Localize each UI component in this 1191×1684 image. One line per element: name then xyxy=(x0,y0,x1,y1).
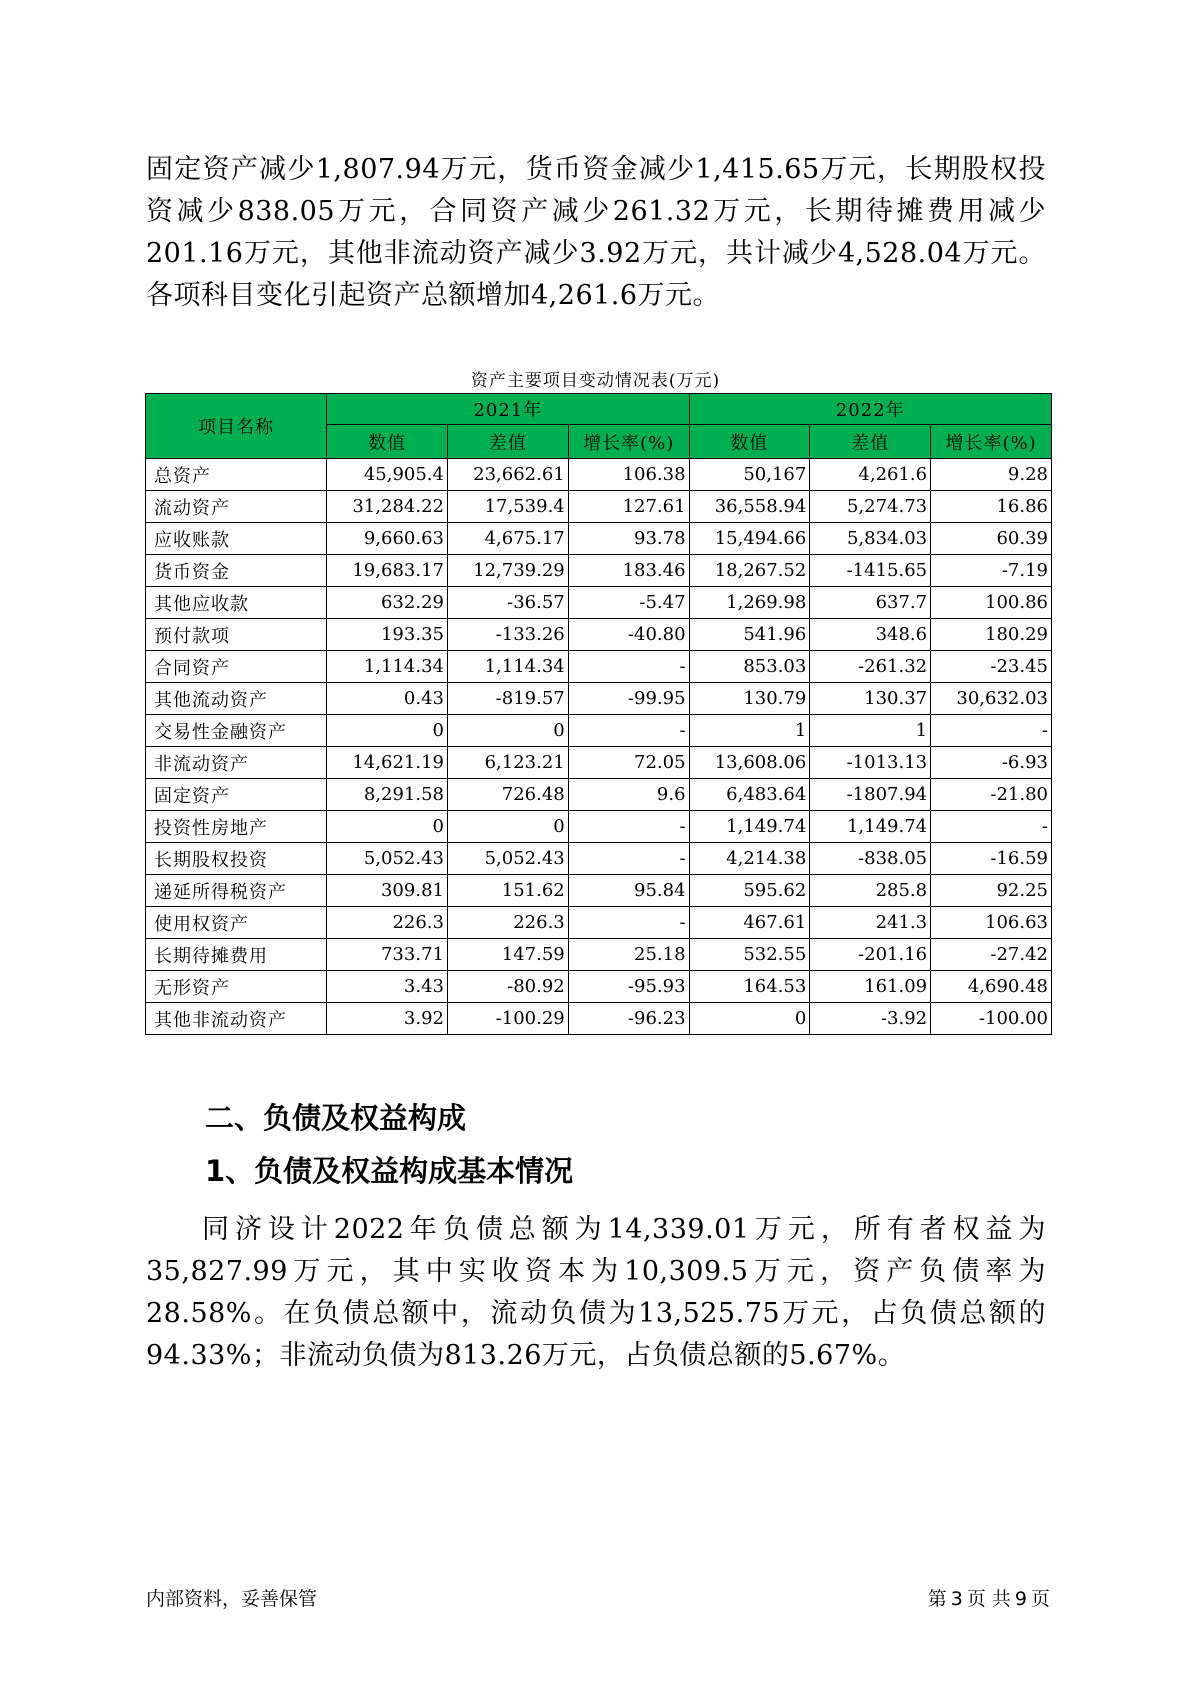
row-value-cell: 183.46 xyxy=(568,555,689,587)
row-value-cell: 4,214.38 xyxy=(689,843,810,875)
table-row xyxy=(146,907,1052,939)
table-row xyxy=(146,779,1052,811)
table-row xyxy=(146,587,1052,619)
paragraph-liabilities: 同济设计2022年负债总额为14,339.01万元，所有者权益为35,827.99万元，其中实收资本为10,309.5万元，资产负债率为28.58%。在负债总额中，流动负债为13,525.75万元，占负债总额的94.33%；非流动负债为813.26万元，占负债总额的5.67%。 xyxy=(146,1214,1046,1371)
row-item-name: 应收账款 xyxy=(146,523,327,555)
row-value-cell: -100.00 xyxy=(931,1003,1052,1035)
row-value-cell: 12,739.29 xyxy=(447,555,568,587)
row-value-cell: 1,114.34 xyxy=(327,651,448,683)
row-item-name: 长期股权投资 xyxy=(146,843,327,875)
header-growth-2021: 增长率(%) xyxy=(568,425,689,459)
row-value-cell: 4,690.48 xyxy=(931,971,1052,1003)
row-value-cell: -261.32 xyxy=(810,651,931,683)
row-value-cell: -819.57 xyxy=(447,683,568,715)
row-value-cell: -1013.13 xyxy=(810,747,931,779)
row-value-cell: 5,834.03 xyxy=(810,523,931,555)
table-row xyxy=(146,683,1052,715)
row-value-cell: 130.37 xyxy=(810,683,931,715)
row-item-name: 货币资金 xyxy=(146,555,327,587)
row-value-cell: -80.92 xyxy=(447,971,568,1003)
table-row xyxy=(146,651,1052,683)
header-value-2022: 数值 xyxy=(689,425,810,459)
page-mid: 页 共 xyxy=(966,1588,1011,1610)
row-value-cell: 226.3 xyxy=(447,907,568,939)
row-value-cell: -3.92 xyxy=(810,1003,931,1035)
header-value-2021: 数值 xyxy=(327,425,448,459)
row-value-cell: 9.28 xyxy=(931,459,1052,491)
row-value-cell: -838.05 xyxy=(810,843,931,875)
table-row xyxy=(146,619,1052,651)
row-value-cell: 467.61 xyxy=(689,907,810,939)
subsection-heading-basic-situation: 1、负债及权益构成基本情况 xyxy=(205,1154,574,1188)
row-value-cell: 164.53 xyxy=(689,971,810,1003)
row-value-cell: 1 xyxy=(810,715,931,747)
row-value-cell: 193.35 xyxy=(327,619,448,651)
row-item-name: 固定资产 xyxy=(146,779,327,811)
section-heading-liabilities-equity: 二、负债及权益构成 xyxy=(205,1101,467,1135)
row-value-cell: - xyxy=(568,651,689,683)
table-row xyxy=(146,523,1052,555)
row-value-cell: - xyxy=(568,907,689,939)
row-value-cell: 8,291.58 xyxy=(327,779,448,811)
row-value-cell: 36,558.94 xyxy=(689,491,810,523)
row-value-cell: 1,149.74 xyxy=(810,811,931,843)
row-value-cell: 4,675.17 xyxy=(447,523,568,555)
row-value-cell: 19,683.17 xyxy=(327,555,448,587)
table-row xyxy=(146,555,1052,587)
row-value-cell: -95.93 xyxy=(568,971,689,1003)
row-value-cell: 23,662.61 xyxy=(447,459,568,491)
row-value-cell: -40.80 xyxy=(568,619,689,651)
row-value-cell: 1,149.74 xyxy=(689,811,810,843)
row-value-cell: 6,123.21 xyxy=(447,747,568,779)
row-item-name: 长期待摊费用 xyxy=(146,939,327,971)
table-row xyxy=(146,747,1052,779)
row-value-cell: 31,284.22 xyxy=(327,491,448,523)
row-value-cell: 3.92 xyxy=(327,1003,448,1035)
row-value-cell: 0.43 xyxy=(327,683,448,715)
header-growth-2022: 增长率(%) xyxy=(931,425,1052,459)
footer-confidential-note: 内部资料，妥善保管 xyxy=(146,1588,318,1610)
row-value-cell: 853.03 xyxy=(689,651,810,683)
row-item-name: 总资产 xyxy=(146,459,327,491)
table-row xyxy=(146,875,1052,907)
row-value-cell: -27.42 xyxy=(931,939,1052,971)
asset-changes-table xyxy=(145,393,1052,1035)
row-item-name: 其他流动资产 xyxy=(146,683,327,715)
row-value-cell: -5.47 xyxy=(568,587,689,619)
table-row xyxy=(146,811,1052,843)
row-item-name: 交易性金融资产 xyxy=(146,715,327,747)
row-value-cell: 632.29 xyxy=(327,587,448,619)
row-value-cell: -6.93 xyxy=(931,747,1052,779)
row-value-cell: -1415.65 xyxy=(810,555,931,587)
row-value-cell: 60.39 xyxy=(931,523,1052,555)
row-value-cell: 241.3 xyxy=(810,907,931,939)
table-row xyxy=(146,843,1052,875)
row-value-cell: 15,494.66 xyxy=(689,523,810,555)
table-row xyxy=(146,459,1052,491)
row-value-cell: 0 xyxy=(327,715,448,747)
row-value-cell: 532.55 xyxy=(689,939,810,971)
row-value-cell: 93.78 xyxy=(568,523,689,555)
row-item-name: 预付款项 xyxy=(146,619,327,651)
row-value-cell: 733.71 xyxy=(327,939,448,971)
row-value-cell: 95.84 xyxy=(568,875,689,907)
row-value-cell: -96.23 xyxy=(568,1003,689,1035)
row-item-name: 非流动资产 xyxy=(146,747,327,779)
row-value-cell: 0 xyxy=(447,715,568,747)
row-value-cell: 348.6 xyxy=(810,619,931,651)
row-value-cell: 726.48 xyxy=(447,779,568,811)
header-diff-2021: 差值 xyxy=(447,425,568,459)
row-value-cell: 4,261.6 xyxy=(810,459,931,491)
row-value-cell: - xyxy=(568,811,689,843)
row-value-cell: 130.79 xyxy=(689,683,810,715)
row-value-cell: 25.18 xyxy=(568,939,689,971)
table-row xyxy=(146,1003,1052,1035)
row-value-cell: 16.86 xyxy=(931,491,1052,523)
row-value-cell: 0 xyxy=(689,1003,810,1035)
row-value-cell: - xyxy=(931,811,1052,843)
row-value-cell: 106.38 xyxy=(568,459,689,491)
row-value-cell: 5,052.43 xyxy=(327,843,448,875)
row-value-cell: 1 xyxy=(689,715,810,747)
row-value-cell: -133.26 xyxy=(447,619,568,651)
row-value-cell: -100.29 xyxy=(447,1003,568,1035)
row-value-cell: 595.62 xyxy=(689,875,810,907)
row-item-name: 合同资产 xyxy=(146,651,327,683)
row-value-cell: 285.8 xyxy=(810,875,931,907)
header-diff-2022: 差值 xyxy=(810,425,931,459)
row-value-cell: 161.09 xyxy=(810,971,931,1003)
table-row xyxy=(146,939,1052,971)
row-value-cell: 0 xyxy=(447,811,568,843)
table-row xyxy=(146,715,1052,747)
row-value-cell: 18,267.52 xyxy=(689,555,810,587)
table-caption: 资产主要项目变动情况表(万元) xyxy=(470,371,721,391)
row-value-cell: -23.45 xyxy=(931,651,1052,683)
row-value-cell: 92.25 xyxy=(931,875,1052,907)
row-value-cell: 17,539.4 xyxy=(447,491,568,523)
header-item-name: 项目名称 xyxy=(146,394,327,459)
row-value-cell: 309.81 xyxy=(327,875,448,907)
row-value-cell: 0 xyxy=(327,811,448,843)
row-value-cell: 1,269.98 xyxy=(689,587,810,619)
row-value-cell: 50,167 xyxy=(689,459,810,491)
row-value-cell: - xyxy=(568,715,689,747)
row-item-name: 使用权资产 xyxy=(146,907,327,939)
table-row xyxy=(146,971,1052,1003)
row-item-name: 其他应收款 xyxy=(146,587,327,619)
table-header-row-years xyxy=(146,394,1052,425)
row-value-cell: 180.29 xyxy=(931,619,1052,651)
row-value-cell: 151.62 xyxy=(447,875,568,907)
page-prefix: 第 xyxy=(927,1588,947,1610)
page-suffix: 页 xyxy=(1030,1588,1050,1610)
row-value-cell: 5,052.43 xyxy=(447,843,568,875)
row-value-cell: 637.7 xyxy=(810,587,931,619)
row-value-cell: -36.57 xyxy=(447,587,568,619)
row-value-cell: 226.3 xyxy=(327,907,448,939)
row-value-cell: 100.86 xyxy=(931,587,1052,619)
row-value-cell: 6,483.64 xyxy=(689,779,810,811)
header-year-2022: 2022年 xyxy=(689,394,1051,425)
row-value-cell: -7.19 xyxy=(931,555,1052,587)
table-row xyxy=(146,491,1052,523)
row-value-cell: - xyxy=(931,715,1052,747)
row-value-cell: -201.16 xyxy=(810,939,931,971)
table-body xyxy=(146,459,1052,1035)
row-value-cell: -1807.94 xyxy=(810,779,931,811)
row-item-name: 流动资产 xyxy=(146,491,327,523)
footer-page-number xyxy=(926,1584,1052,1611)
row-value-cell: - xyxy=(568,843,689,875)
row-item-name: 递延所得税资产 xyxy=(146,875,327,907)
row-value-cell: 5,274.73 xyxy=(810,491,931,523)
page-total: 9 xyxy=(1014,1588,1027,1610)
row-value-cell: 45,905.4 xyxy=(327,459,448,491)
row-value-cell: 3.43 xyxy=(327,971,448,1003)
row-value-cell: 147.59 xyxy=(447,939,568,971)
header-year-2021: 2021年 xyxy=(327,394,689,425)
row-value-cell: 106.63 xyxy=(931,907,1052,939)
row-item-name: 投资性房地产 xyxy=(146,811,327,843)
row-value-cell: 13,608.06 xyxy=(689,747,810,779)
row-value-cell: 127.61 xyxy=(568,491,689,523)
row-value-cell: -16.59 xyxy=(931,843,1052,875)
page-current: 3 xyxy=(950,1588,963,1610)
row-item-name: 其他非流动资产 xyxy=(146,1003,327,1035)
paragraph-asset-changes: 固定资产减少1,807.94万元，货币资金减少1,415.65万元，长期股权投资减少838.05万元，合同资产减少261.32万元，长期待摊费用减少201.16万元，其他非流动资产减少3.92万元，共计减少4,528.04万元。各项科目变化引起资产总额增加4,261.6万元。 xyxy=(146,154,1046,311)
row-value-cell: -99.95 xyxy=(568,683,689,715)
row-value-cell: 14,621.19 xyxy=(327,747,448,779)
row-value-cell: 9.6 xyxy=(568,779,689,811)
row-item-name: 无形资产 xyxy=(146,971,327,1003)
row-value-cell: 72.05 xyxy=(568,747,689,779)
row-value-cell: 30,632.03 xyxy=(931,683,1052,715)
row-value-cell: 9,660.63 xyxy=(327,523,448,555)
row-value-cell: -21.80 xyxy=(931,779,1052,811)
row-value-cell: 541.96 xyxy=(689,619,810,651)
row-value-cell: 1,114.34 xyxy=(447,651,568,683)
